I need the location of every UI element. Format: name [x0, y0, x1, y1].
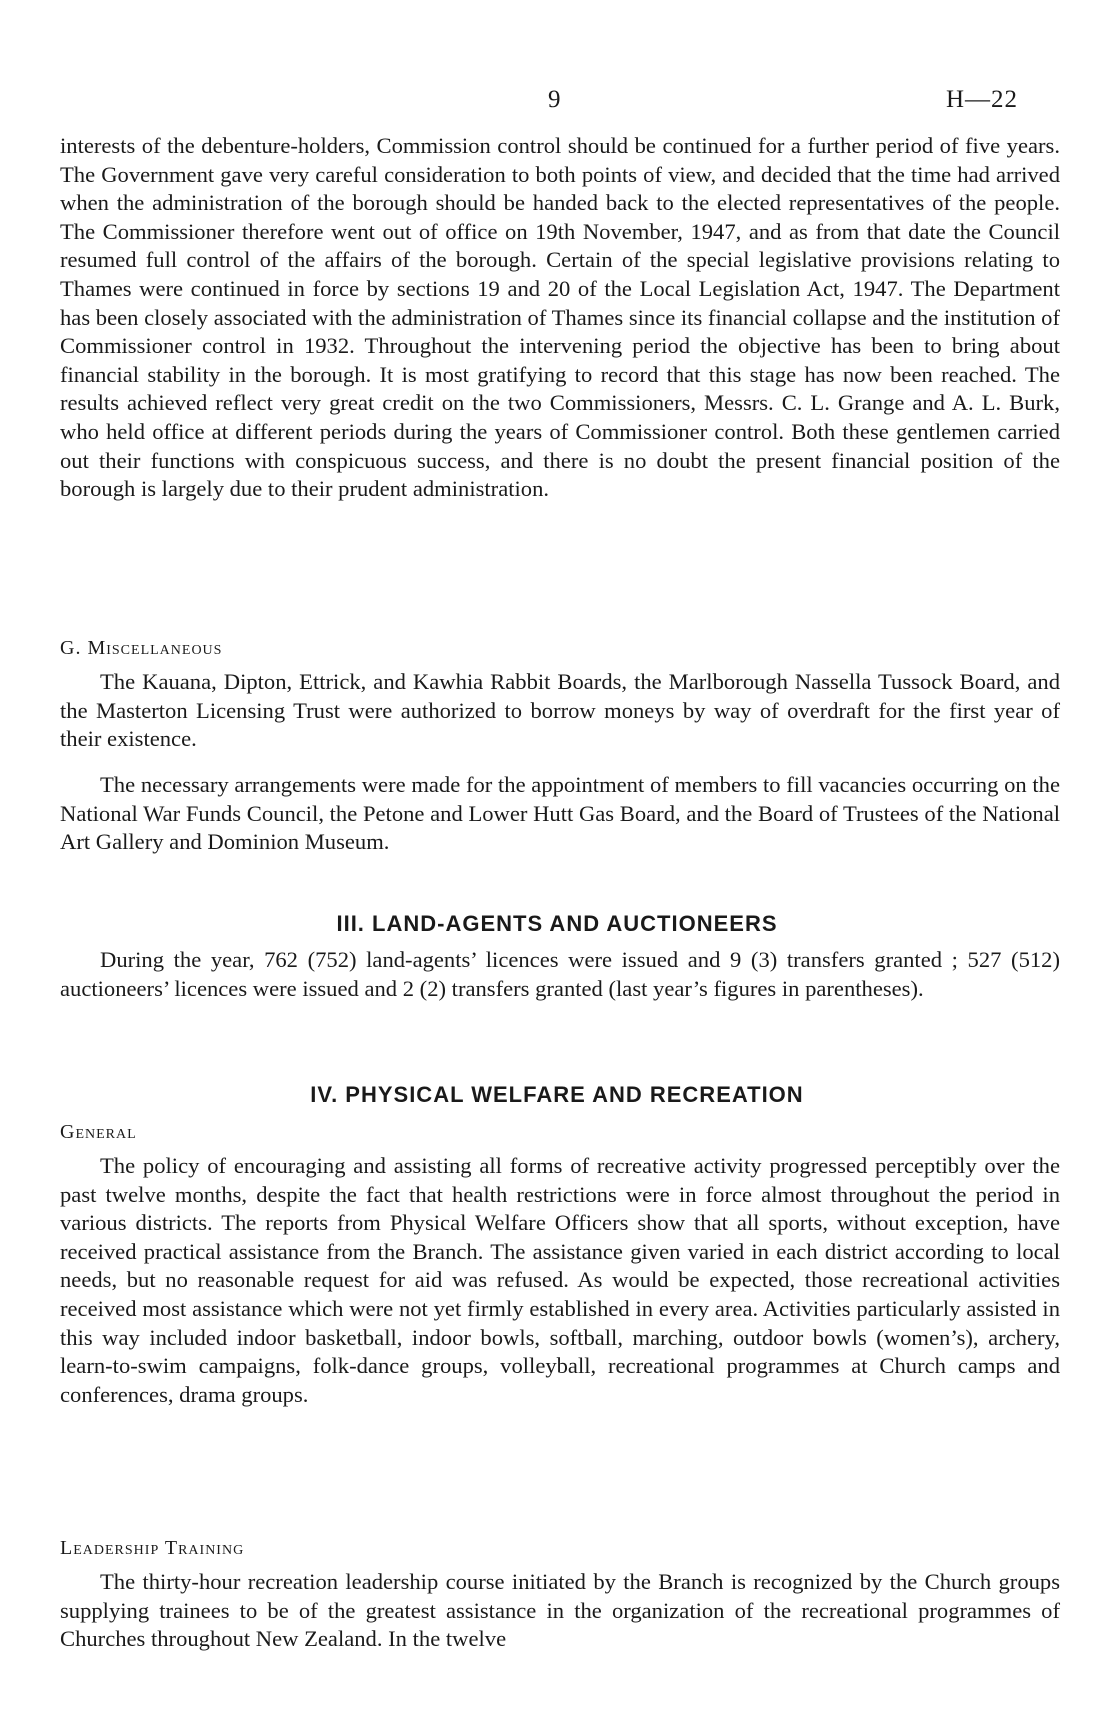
land-agents-heading: III. LAND-AGENTS AND AUCTIONEERS: [336, 911, 778, 936]
leadership-training-heading: Leadership Training: [60, 1537, 245, 1559]
general-paragraph: The policy of encouraging and assisting all forms of recreative activity progressed perceptibly over the past twelve months, despite the fact that health restrictions were in force almost throughout the period in various districts. The reports from Physical Welfare Officers show that all sports, without exception, have received practical assistance from the Branch. The assistance given varied in each district according to local needs, but no reasonable request for aid was refused. As would be expected, those recreational activities received most assistance which were not yet firmly established in every area. Activities particularly assisted in this way included indoor basketball, indoor bowls, softball, marching, outdoor bowls (women’s), archery, learn-to-swim campaigns, folk-dance groups, volleyball, recreational programmes at Church camps and conferences, drama groups.: [60, 1153, 1060, 1407]
physical-welfare-heading: IV. PHYSICAL WELFARE AND RECREATION: [310, 1082, 804, 1107]
miscellaneous-paragraph-1: The Kauana, Dipton, Ettrick, and Kawhia Rabbit Boards, the Marlborough Nassella Tussock Board, and the Masterton Licensing Trust were authorized to borrow moneys by way of overdraft for the first year of their existence.: [60, 669, 1060, 752]
page-number: 9: [548, 86, 561, 113]
miscellaneous-paragraph-2: The necessary arrangements were made for the appointment of members to fill vacancies occurring on the National War Funds Council, the Petone and Lower Hutt Gas Board, and the Board of Trustees of the National Art Gallery and Dominion Museum.: [60, 772, 1060, 855]
leadership-training-paragraph: The thirty-hour recreation leadership course initiated by the Branch is recognized by the Church groups supplying trainees to be of the greatest assistance in the organization of the recreational programmes of Churches throughout New Zealand. In the twelve: [60, 1569, 1060, 1652]
general-heading: General: [60, 1121, 137, 1143]
land-agents-paragraph: During the year, 762 (752) land-agents’ licences were issued and 9 (3) transfers granted ; 527 (512) auctioneers’ licences were issued and 2 (2) transfers granted (last year’s figures in parentheses).: [60, 947, 1060, 1001]
document-code: H—22: [946, 86, 1019, 113]
intro-paragraph: interests of the debenture-holders, Commission control should be continued for a further period of five years. The Government gave very careful consideration to both points of view, and decided that the time had arrived when the administration of the borough should be handed back to the elected representatives of the people. The Commissioner therefore went out of office on 19th November, 1947, and as from that date the Council resumed full control of the affairs of the borough. Certain of the special legislative provisions relating to Thames were continued in force by sections 19 and 20 of the Local Legislation Act, 1947. The Department has been closely associated with the administration of Thames since its financial collapse and the institution of Commissioner control in 1932. Throughout the intervening period the objective has been to bring about financial stability in the borough. It is most gratifying to record that this stage has now been reached. The results achieved reflect very great credit on the two Commissioners, Messrs. C. L. Grange and A. L. Burk, who held office at different periods during the years of Commissioner control. Both these gentlemen carried out their functions with conspicuous success, and there is no doubt the present financial position of the borough is largely due to their prudent administration.: [60, 133, 1060, 502]
miscellaneous-heading: G. Miscellaneous: [60, 637, 223, 659]
